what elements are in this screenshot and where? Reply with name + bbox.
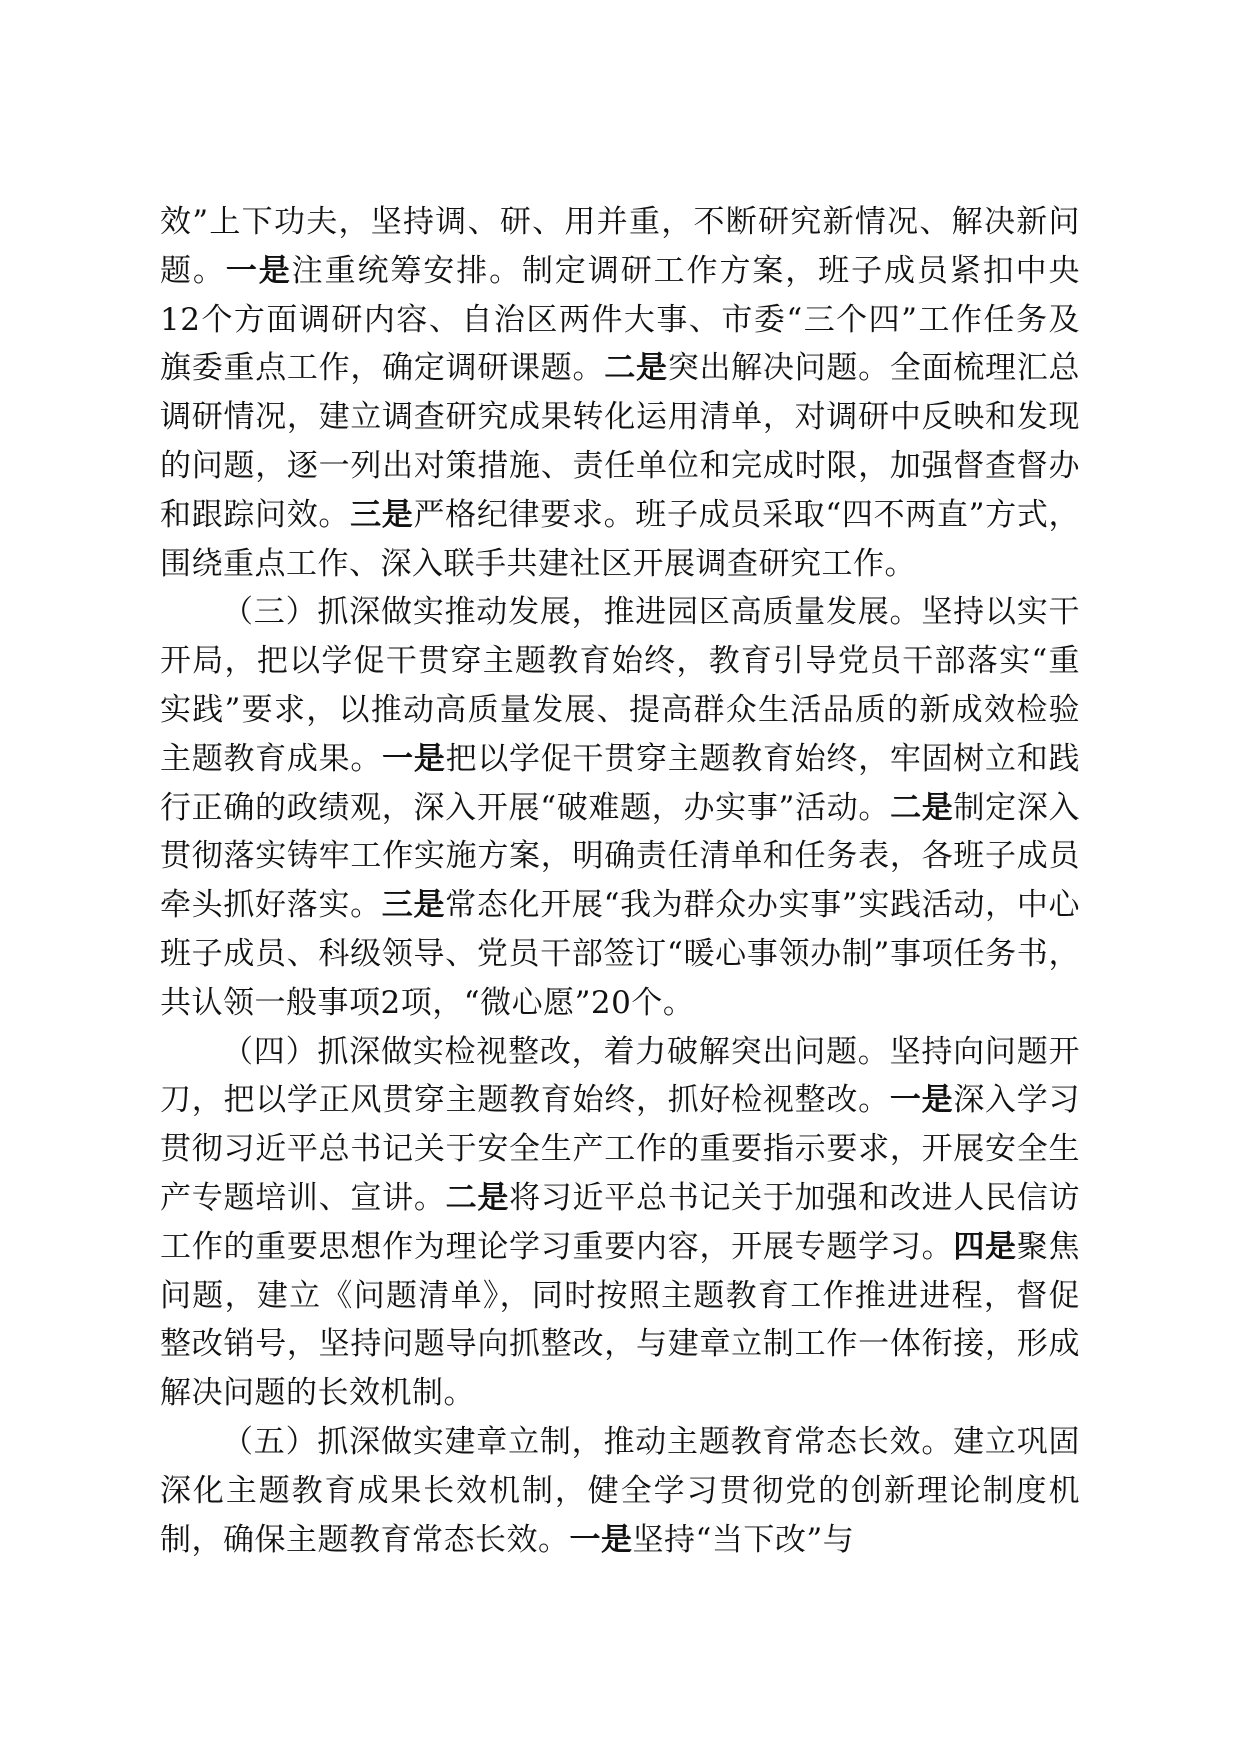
- text-run: 制定深入贯彻落实铸牢工作实施方案，明确责任清单和任务表，各班子成员牵头抓好落实。: [160, 789, 1081, 924]
- emphasis-first: 一是: [382, 740, 446, 777]
- section-heading: （三）抓深做实推动发展，推进园区高质量发展。: [222, 594, 922, 631]
- text-run: 注重统筹安排。制定调研工作方案，班子成员紧扣中央12个方面调研内容、自治区两件大事、市委“三个四”工作任务及旗委重点工作，确定调研课题。: [160, 252, 1081, 387]
- emphasis-second: 二是: [445, 1179, 510, 1216]
- text-run: 把以学促干贯穿主题教育始终，牢固树立和践行正确的政绩观，深入开展“破难题，办实事”活动。: [160, 740, 1081, 826]
- document-page: [160, 198, 1080, 1564]
- section-heading: （四）抓深做实检视整改，着力破解突出问题。: [222, 1033, 890, 1070]
- emphasis-second: 二是: [604, 350, 668, 387]
- text-run: 坚持以实干开局，把以学促干贯穿主题教育始终，教育引导党员干部落实“重实践”要求，以推动高质量发展、提高群众生活品质的新成效检验主题教育成果。: [160, 594, 1080, 777]
- emphasis-first: 一是: [889, 1082, 954, 1119]
- section-heading: （五）抓深做实建章立制，推动主题教育常态长效。: [222, 1423, 954, 1460]
- emphasis-third: 三是: [381, 887, 446, 924]
- text-run: 效”上下功夫，坚持调、研、用并重，不断研究新情况、解决新问题。: [160, 204, 1080, 289]
- emphasis-second: 二是: [890, 789, 954, 826]
- text-run: 将习近平总书记关于加强和改进人民信访工作的重要思想作为理论学习重要内容，开展专题学习。: [160, 1179, 1081, 1265]
- paragraph-research-continuation: [160, 198, 1080, 588]
- text-run: 常态化开展“我为群众办实事”实践活动，中心班子成员、科级领导、党员干部签订“暖心事领办制”事项任务书，共认领一般事项2项，“微心愿”20个。: [160, 887, 1081, 1021]
- text-run: 坚持向问题开刀，把以学正风贯穿主题教育始终，抓好检视整改。: [160, 1033, 1081, 1119]
- text-run: 聚焦问题，建立《问题清单》，同时按照主题教育工作推进进程，督促整改销号，坚持问题导向抓整改，与建章立制工作一体衔接，形成解决问题的长效机制。: [160, 1228, 1081, 1412]
- paragraph-section-four: [160, 1028, 1080, 1418]
- emphasis-third: 三是: [350, 496, 414, 533]
- text-run: 深入学习贯彻习近平总书记关于安全生产工作的重要指示要求，开展安全生产专题培训、宣讲。: [160, 1082, 1081, 1216]
- text-run: 严格纪律要求。班子成员采取“四不两直”方式，围绕重点工作、深入联手共建社区开展调查研究工作。: [160, 496, 1081, 582]
- paragraph-section-five: [160, 1418, 1080, 1564]
- text-run: 突出解决问题。全面梳理汇总调研情况，建立调查研究成果转化运用清单，对调研中反映和发现的问题，逐一列出对策措施、责任单位和完成时限，加强督查督办和跟踪问效。: [160, 350, 1081, 533]
- text-run: 建立巩固深化主题教育成果长效机制，健全学习贯彻党的创新理论制度机制，确保主题教育常态长效。: [160, 1423, 1081, 1558]
- emphasis-fourth: 四是: [953, 1228, 1017, 1265]
- paragraph-section-three: [160, 588, 1080, 1027]
- emphasis-first: 一是: [225, 252, 292, 289]
- text-run: 坚持“当下改”与: [632, 1521, 855, 1558]
- emphasis-first: 一是: [569, 1521, 633, 1558]
